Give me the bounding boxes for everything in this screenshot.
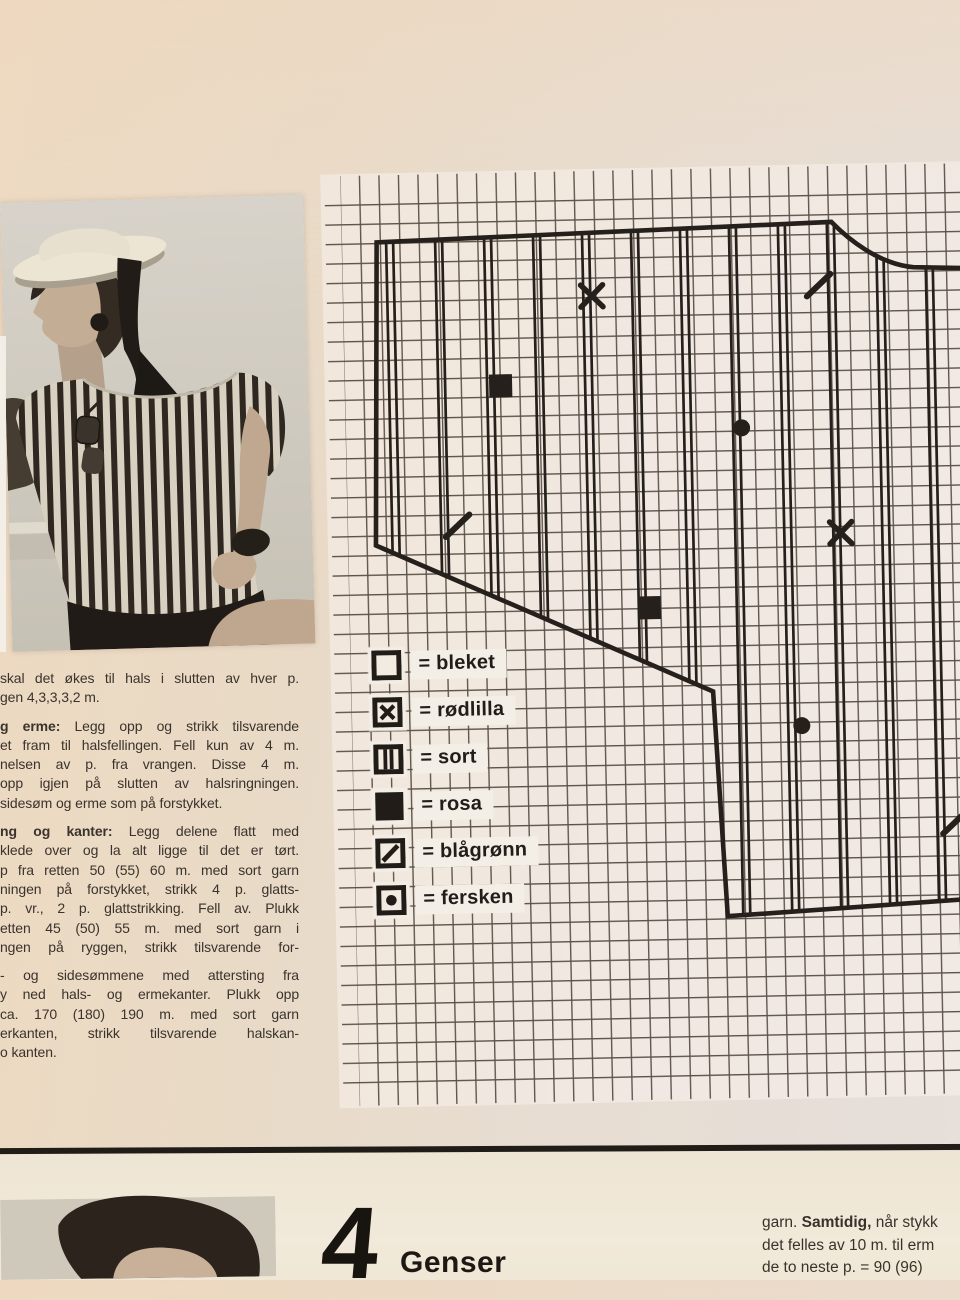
section-title: Genser: [400, 1246, 507, 1279]
article-line: opp igjen på slutten av halsringningen.: [0, 775, 299, 792]
bottom-right-article: [762, 1212, 960, 1280]
legend-row: [370, 739, 536, 776]
knitting-chart: [300, 133, 960, 1137]
legend-label: = blågrønn: [414, 836, 538, 868]
article-line: de to neste p. = 90 (96): [762, 1259, 923, 1276]
legend-row: [373, 880, 539, 917]
paragraph-gap: [0, 708, 299, 717]
model-photo: [0, 195, 315, 652]
article-line: gen 4,3,3,3,2 m.: [0, 689, 100, 706]
article-line: etten 45 (50) 55 m. med sort garn i: [0, 919, 299, 936]
legend-label: = rosa: [413, 790, 493, 821]
legend-row: [369, 692, 535, 729]
article-line: nelsen av p. fra vrangen. Disse 4 m.: [0, 756, 299, 773]
article-line: g erme: Legg opp og strikk tilsvarende: [0, 717, 299, 734]
article-line: sidesøm og erme som på forstykket.: [0, 794, 223, 811]
legend-x-square-icon: [369, 694, 406, 731]
legend-label: = rødlilla: [411, 695, 515, 726]
article-line: y ned hals- og ermekanter. Plukk opp: [0, 986, 299, 1003]
legend-dot-square-icon: [373, 882, 410, 919]
article-line: p. vr., 2 p. glattstrikking. Fell av. Plukk: [0, 900, 299, 917]
legend-row: [368, 645, 534, 682]
legend-bars-square-icon: [370, 741, 407, 778]
page-edge-sliver: [0, 336, 6, 652]
article-line: skal det økes til hals i slutten av hver p.: [0, 670, 299, 686]
article-line: klede over og la alt ligge til det er tørt.: [0, 842, 299, 859]
paragraph-gap: [0, 957, 299, 966]
article-line: ng og kanter: Legg delene flatt med: [0, 823, 299, 840]
graph-grid: [324, 163, 960, 1107]
left-article-column: [0, 669, 299, 1063]
legend-slash-square-icon: [372, 835, 409, 872]
legend-empty-square-icon: [368, 647, 405, 684]
chart-mark-square: [489, 374, 512, 397]
section-number: 4: [317, 1186, 384, 1300]
chart-mark-square: [638, 596, 661, 619]
legend-label: = fersken: [415, 883, 525, 914]
legend-row: [372, 833, 538, 870]
paragraph-gap: [0, 813, 299, 822]
legend-label: = sort: [412, 743, 488, 774]
bottom-photo: [0, 1188, 276, 1280]
article-line: ca. 170 (180) 190 m. med sort garn: [0, 1005, 299, 1022]
legend-row: [371, 786, 537, 823]
article-line: erkanten, strikk tilsvarende halskan-: [0, 1025, 299, 1042]
knitting-chart-svg: [300, 133, 960, 1137]
article-line: et fram til halsfellingen. Fell kun av 4 m.: [0, 736, 299, 753]
article-line: det felles av 10 m. til erm: [762, 1236, 935, 1254]
legend-filled-square-icon: [371, 788, 408, 825]
article-line: ningen på forstykket, strikk 4 p. glatts-: [0, 880, 299, 897]
article-line: ngen på ryggen, strikk tilsvarende for-: [0, 938, 299, 955]
article-line: garn. Samtidig, når stykk: [762, 1214, 938, 1231]
article-line: - og sidesømmene med attersting fra: [0, 967, 299, 984]
article-line: o kanten.: [0, 1044, 57, 1061]
article-line: p fra retten 50 (55) 60 m. med sort garn: [0, 861, 299, 878]
legend-label: = bleket: [410, 648, 506, 679]
chart-legend: [368, 645, 540, 930]
